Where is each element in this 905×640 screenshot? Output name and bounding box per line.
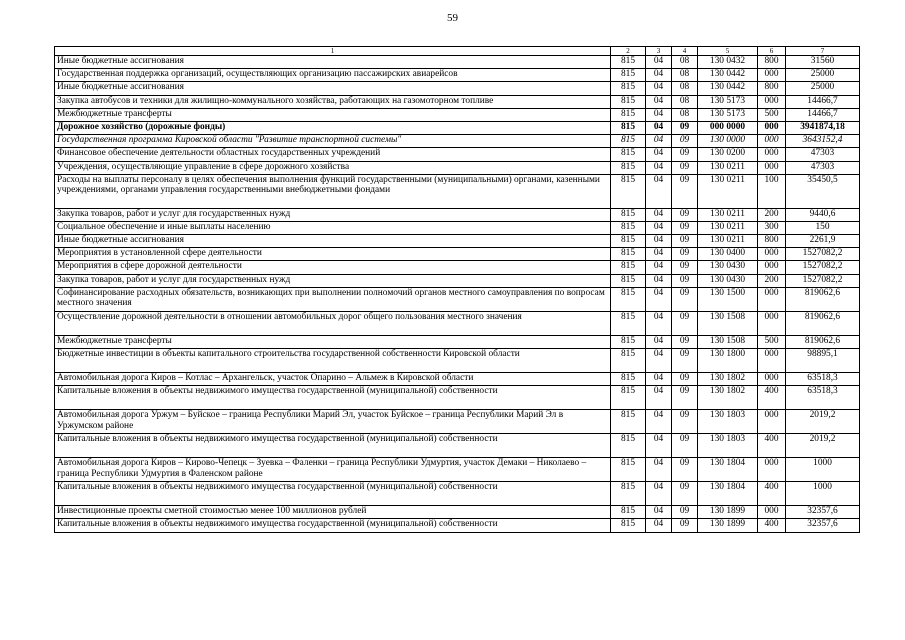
row-target-article-cell: 130 0211 [698, 221, 758, 234]
row-expense-type-cell: 500 [758, 335, 786, 348]
budget-table [54, 46, 860, 533]
row-amount-cell: 63518,3 [786, 373, 860, 386]
row-expense-type-cell: 000 [758, 248, 786, 261]
row-expense-type-cell: 000 [758, 135, 786, 148]
column-header: 6 [758, 47, 786, 56]
row-section-cell: 04 [646, 208, 672, 221]
row-expense-type-cell: 800 [758, 235, 786, 248]
row-name-cell: Дорожное хозяйство (дорожные фонды) [55, 121, 611, 134]
row-amount-cell: 819062,6 [786, 311, 860, 335]
row-chapter-cell: 815 [611, 95, 646, 108]
row-expense-type-cell: 500 [758, 108, 786, 121]
column-header: 7 [786, 47, 860, 56]
row-section-cell: 04 [646, 148, 672, 161]
row-target-article-cell: 130 1802 [698, 386, 758, 410]
table-row [55, 274, 860, 287]
row-subsection-cell: 08 [672, 108, 698, 121]
row-amount-cell: 1527082,2 [786, 248, 860, 261]
row-amount-cell: 32357,6 [786, 519, 860, 532]
row-target-article-cell: 130 0400 [698, 248, 758, 261]
row-target-article-cell: 130 1804 [698, 458, 758, 482]
row-subsection-cell: 09 [672, 248, 698, 261]
row-chapter-cell: 815 [611, 287, 646, 311]
row-amount-cell: 1000 [786, 482, 860, 506]
table-header-row [55, 47, 860, 56]
row-subsection-cell: 09 [672, 519, 698, 532]
row-name-cell: Финансовое обеспечение деятельности областных государственных учреждений [55, 148, 611, 161]
row-name-cell: Софинансирование расходных обязательств, возникающих при выполнении полномочий органов местного самоуправления по вопросам местного значения [55, 287, 611, 311]
row-amount-cell: 31560 [786, 56, 860, 69]
row-chapter-cell: 815 [611, 135, 646, 148]
row-section-cell: 04 [646, 161, 672, 174]
row-chapter-cell: 815 [611, 458, 646, 482]
row-chapter-cell: 815 [611, 56, 646, 69]
row-chapter-cell: 815 [611, 174, 646, 208]
row-target-article-cell: 000 0000 [698, 121, 758, 134]
row-chapter-cell: 815 [611, 208, 646, 221]
row-section-cell: 04 [646, 261, 672, 274]
row-subsection-cell: 09 [672, 506, 698, 519]
row-name-cell: Автомобильная дорога Киров – Кирово-Чепецк – Зуевка – Фаленки – граница Республики Удмуртия, участок Демаки – Николаево – граница Республики Удмуртия в Фаленском районе [55, 458, 611, 482]
row-subsection-cell: 09 [672, 349, 698, 373]
row-chapter-cell: 815 [611, 161, 646, 174]
row-name-cell: Закупка товаров, работ и услуг для государственных нужд [55, 208, 611, 221]
row-amount-cell: 150 [786, 221, 860, 234]
row-target-article-cell: 130 5173 [698, 108, 758, 121]
row-target-article-cell: 130 0211 [698, 235, 758, 248]
row-chapter-cell: 815 [611, 248, 646, 261]
row-target-article-cell: 130 1804 [698, 482, 758, 506]
row-section-cell: 04 [646, 458, 672, 482]
table-row [55, 221, 860, 234]
row-section-cell: 04 [646, 519, 672, 532]
row-subsection-cell: 09 [672, 148, 698, 161]
row-subsection-cell: 09 [672, 434, 698, 458]
row-subsection-cell: 08 [672, 69, 698, 82]
row-expense-type-cell: 000 [758, 161, 786, 174]
row-name-cell: Закупка товаров, работ и услуг для государственных нужд [55, 274, 611, 287]
row-subsection-cell: 09 [672, 386, 698, 410]
table-row [55, 174, 860, 208]
row-expense-type-cell: 400 [758, 386, 786, 410]
row-name-cell: Мероприятия в установленной сфере деятельности [55, 248, 611, 261]
column-header: 3 [646, 47, 672, 56]
row-name-cell: Расходы на выплаты персоналу в целях обеспечения выполнения функций государственными (муниципальными) органами, казенными учреждениями, органами управления государственными внебюджетными фондами [55, 174, 611, 208]
row-chapter-cell: 815 [611, 349, 646, 373]
row-chapter-cell: 815 [611, 221, 646, 234]
table-row [55, 248, 860, 261]
table-row [55, 56, 860, 69]
table-row [55, 95, 860, 108]
row-expense-type-cell: 000 [758, 349, 786, 373]
row-subsection-cell: 09 [672, 221, 698, 234]
row-section-cell: 04 [646, 248, 672, 261]
row-section-cell: 04 [646, 410, 672, 434]
row-name-cell: Социальное обеспечение и иные выплаты населению [55, 221, 611, 234]
row-amount-cell: 63518,3 [786, 386, 860, 410]
row-name-cell: Мероприятия в сфере дорожной деятельности [55, 261, 611, 274]
row-amount-cell: 9440,6 [786, 208, 860, 221]
row-chapter-cell: 815 [611, 519, 646, 532]
row-chapter-cell: 815 [611, 121, 646, 134]
row-chapter-cell: 815 [611, 82, 646, 95]
row-target-article-cell: 130 0000 [698, 135, 758, 148]
row-name-cell: Государственная поддержка организаций, осуществляющих организацию пассажирских авиарейсов [55, 69, 611, 82]
row-subsection-cell: 09 [672, 287, 698, 311]
row-amount-cell: 3643152,4 [786, 135, 860, 148]
row-expense-type-cell: 000 [758, 69, 786, 82]
row-name-cell: Капитальные вложения в объекты недвижимого имущества государственной (муниципальной) собственности [55, 519, 611, 532]
row-target-article-cell: 130 0200 [698, 148, 758, 161]
row-expense-type-cell: 200 [758, 274, 786, 287]
table-row [55, 82, 860, 95]
row-section-cell: 04 [646, 311, 672, 335]
row-name-cell: Межбюджетные трансферты [55, 108, 611, 121]
row-section-cell: 04 [646, 69, 672, 82]
row-chapter-cell: 815 [611, 373, 646, 386]
row-name-cell: Капитальные вложения в объекты недвижимого имущества государственной (муниципальной) собственности [55, 434, 611, 458]
table-row [55, 311, 860, 335]
row-amount-cell: 25000 [786, 69, 860, 82]
row-section-cell: 04 [646, 121, 672, 134]
row-subsection-cell: 09 [672, 208, 698, 221]
row-section-cell: 04 [646, 335, 672, 348]
table-row [55, 458, 860, 482]
row-amount-cell: 819062,6 [786, 287, 860, 311]
row-chapter-cell: 815 [611, 482, 646, 506]
table-row [55, 482, 860, 506]
row-amount-cell: 35450,5 [786, 174, 860, 208]
column-header: 4 [672, 47, 698, 56]
row-amount-cell: 819062,6 [786, 335, 860, 348]
table-row [55, 121, 860, 134]
row-target-article-cell: 130 0442 [698, 82, 758, 95]
page-number: 59 [447, 12, 458, 24]
row-chapter-cell: 815 [611, 235, 646, 248]
row-target-article-cell: 130 0430 [698, 261, 758, 274]
row-section-cell: 04 [646, 287, 672, 311]
row-target-article-cell: 130 1802 [698, 373, 758, 386]
row-section-cell: 04 [646, 221, 672, 234]
row-subsection-cell: 09 [672, 135, 698, 148]
row-expense-type-cell: 200 [758, 208, 786, 221]
row-chapter-cell: 815 [611, 311, 646, 335]
table-row [55, 349, 860, 373]
row-expense-type-cell: 400 [758, 434, 786, 458]
table-row [55, 410, 860, 434]
row-amount-cell: 3941874,18 [786, 121, 860, 134]
table-row [55, 519, 860, 532]
row-chapter-cell: 815 [611, 506, 646, 519]
row-expense-type-cell: 000 [758, 311, 786, 335]
row-expense-type-cell: 000 [758, 410, 786, 434]
row-amount-cell: 2261,9 [786, 235, 860, 248]
row-expense-type-cell: 000 [758, 287, 786, 311]
row-subsection-cell: 09 [672, 274, 698, 287]
row-subsection-cell: 09 [672, 235, 698, 248]
row-subsection-cell: 09 [672, 410, 698, 434]
row-subsection-cell: 08 [672, 82, 698, 95]
row-section-cell: 04 [646, 386, 672, 410]
row-expense-type-cell: 000 [758, 95, 786, 108]
row-name-cell: Учреждения, осуществляющие управление в сфере дорожного хозяйства [55, 161, 611, 174]
row-name-cell: Государственная программа Кировской области "Развитие транспортной системы" [55, 135, 611, 148]
row-section-cell: 04 [646, 482, 672, 506]
row-amount-cell: 32357,6 [786, 506, 860, 519]
row-chapter-cell: 815 [611, 335, 646, 348]
row-name-cell: Капитальные вложения в объекты недвижимого имущества государственной (муниципальной) собственности [55, 386, 611, 410]
row-chapter-cell: 815 [611, 274, 646, 287]
row-amount-cell: 1527082,2 [786, 261, 860, 274]
row-name-cell: Иные бюджетные ассигнования [55, 235, 611, 248]
column-header: 2 [611, 47, 646, 56]
row-target-article-cell: 130 0211 [698, 208, 758, 221]
row-expense-type-cell: 000 [758, 261, 786, 274]
row-section-cell: 04 [646, 373, 672, 386]
table-row [55, 506, 860, 519]
row-expense-type-cell: 800 [758, 82, 786, 95]
row-target-article-cell: 130 1899 [698, 506, 758, 519]
row-amount-cell: 14466,7 [786, 95, 860, 108]
row-section-cell: 04 [646, 108, 672, 121]
row-chapter-cell: 815 [611, 410, 646, 434]
row-section-cell: 04 [646, 434, 672, 458]
row-expense-type-cell: 300 [758, 221, 786, 234]
row-target-article-cell: 130 0432 [698, 56, 758, 69]
row-name-cell: Межбюджетные трансферты [55, 335, 611, 348]
row-expense-type-cell: 400 [758, 519, 786, 532]
row-section-cell: 04 [646, 135, 672, 148]
row-amount-cell: 1527082,2 [786, 274, 860, 287]
row-name-cell: Капитальные вложения в объекты недвижимого имущества государственной (муниципальной) собственности [55, 482, 611, 506]
row-target-article-cell: 130 1803 [698, 434, 758, 458]
table-row [55, 148, 860, 161]
row-amount-cell: 1000 [786, 458, 860, 482]
row-subsection-cell: 09 [672, 482, 698, 506]
row-subsection-cell: 08 [672, 56, 698, 69]
column-header: 1 [55, 47, 611, 56]
row-amount-cell: 14466,7 [786, 108, 860, 121]
row-amount-cell: 2019,2 [786, 434, 860, 458]
table-row [55, 434, 860, 458]
table-row [55, 135, 860, 148]
row-section-cell: 04 [646, 235, 672, 248]
row-amount-cell: 98895,1 [786, 349, 860, 373]
row-subsection-cell: 09 [672, 335, 698, 348]
row-target-article-cell: 130 1800 [698, 349, 758, 373]
row-target-article-cell: 130 1508 [698, 311, 758, 335]
row-subsection-cell: 09 [672, 458, 698, 482]
row-chapter-cell: 815 [611, 148, 646, 161]
row-section-cell: 04 [646, 349, 672, 373]
row-section-cell: 04 [646, 95, 672, 108]
row-target-article-cell: 130 1803 [698, 410, 758, 434]
row-chapter-cell: 815 [611, 69, 646, 82]
row-section-cell: 04 [646, 56, 672, 69]
row-expense-type-cell: 100 [758, 174, 786, 208]
row-target-article-cell: 130 0211 [698, 174, 758, 208]
table-row [55, 108, 860, 121]
row-section-cell: 04 [646, 274, 672, 287]
row-name-cell: Осуществление дорожной деятельности в отношении автомобильных дорог общего пользования местного значения [55, 311, 611, 335]
row-target-article-cell: 130 0430 [698, 274, 758, 287]
row-amount-cell: 25000 [786, 82, 860, 95]
row-target-article-cell: 130 1508 [698, 335, 758, 348]
row-amount-cell: 47303 [786, 161, 860, 174]
row-name-cell: Закупка автобусов и техники для жилищно-коммунального хозяйства, работающих на газомоторном топливе [55, 95, 611, 108]
row-chapter-cell: 815 [611, 108, 646, 121]
table-row [55, 287, 860, 311]
table-row [55, 335, 860, 348]
row-expense-type-cell: 000 [758, 373, 786, 386]
row-target-article-cell: 130 1899 [698, 519, 758, 532]
row-chapter-cell: 815 [611, 434, 646, 458]
row-subsection-cell: 09 [672, 373, 698, 386]
column-header: 5 [698, 47, 758, 56]
row-chapter-cell: 815 [611, 261, 646, 274]
row-expense-type-cell: 000 [758, 148, 786, 161]
table-row [55, 261, 860, 274]
row-section-cell: 04 [646, 506, 672, 519]
row-section-cell: 04 [646, 82, 672, 95]
row-amount-cell: 47303 [786, 148, 860, 161]
row-name-cell: Автомобильная дорога Киров – Котлас – Архангельск, участок Опарино – Альмеж в Кировской области [55, 373, 611, 386]
row-target-article-cell: 130 0211 [698, 161, 758, 174]
row-expense-type-cell: 000 [758, 506, 786, 519]
row-name-cell: Бюджетные инвестиции в объекты капитального строительства государственной собственности Кировской области [55, 349, 611, 373]
row-amount-cell: 2019,2 [786, 410, 860, 434]
row-subsection-cell: 09 [672, 311, 698, 335]
table-row [55, 373, 860, 386]
row-subsection-cell: 09 [672, 121, 698, 134]
row-name-cell: Инвестиционные проекты сметной стоимостью менее 100 миллионов рублей [55, 506, 611, 519]
row-subsection-cell: 09 [672, 174, 698, 208]
row-subsection-cell: 08 [672, 95, 698, 108]
row-expense-type-cell: 000 [758, 458, 786, 482]
table-row [55, 235, 860, 248]
table-row [55, 161, 860, 174]
row-target-article-cell: 130 0442 [698, 69, 758, 82]
row-section-cell: 04 [646, 174, 672, 208]
row-expense-type-cell: 400 [758, 482, 786, 506]
row-chapter-cell: 815 [611, 386, 646, 410]
table-row [55, 208, 860, 221]
row-name-cell: Автомобильная дорога Уржум – Буйское – граница Республики Марий Эл, участок Буйское – граница Республики Марий Эл в Уржумском районе [55, 410, 611, 434]
row-expense-type-cell: 000 [758, 121, 786, 134]
row-name-cell: Иные бюджетные ассигнования [55, 82, 611, 95]
table-row [55, 69, 860, 82]
row-expense-type-cell: 800 [758, 56, 786, 69]
row-subsection-cell: 09 [672, 161, 698, 174]
row-target-article-cell: 130 1500 [698, 287, 758, 311]
row-subsection-cell: 09 [672, 261, 698, 274]
table-row [55, 386, 860, 410]
row-name-cell: Иные бюджетные ассигнования [55, 56, 611, 69]
row-target-article-cell: 130 5173 [698, 95, 758, 108]
